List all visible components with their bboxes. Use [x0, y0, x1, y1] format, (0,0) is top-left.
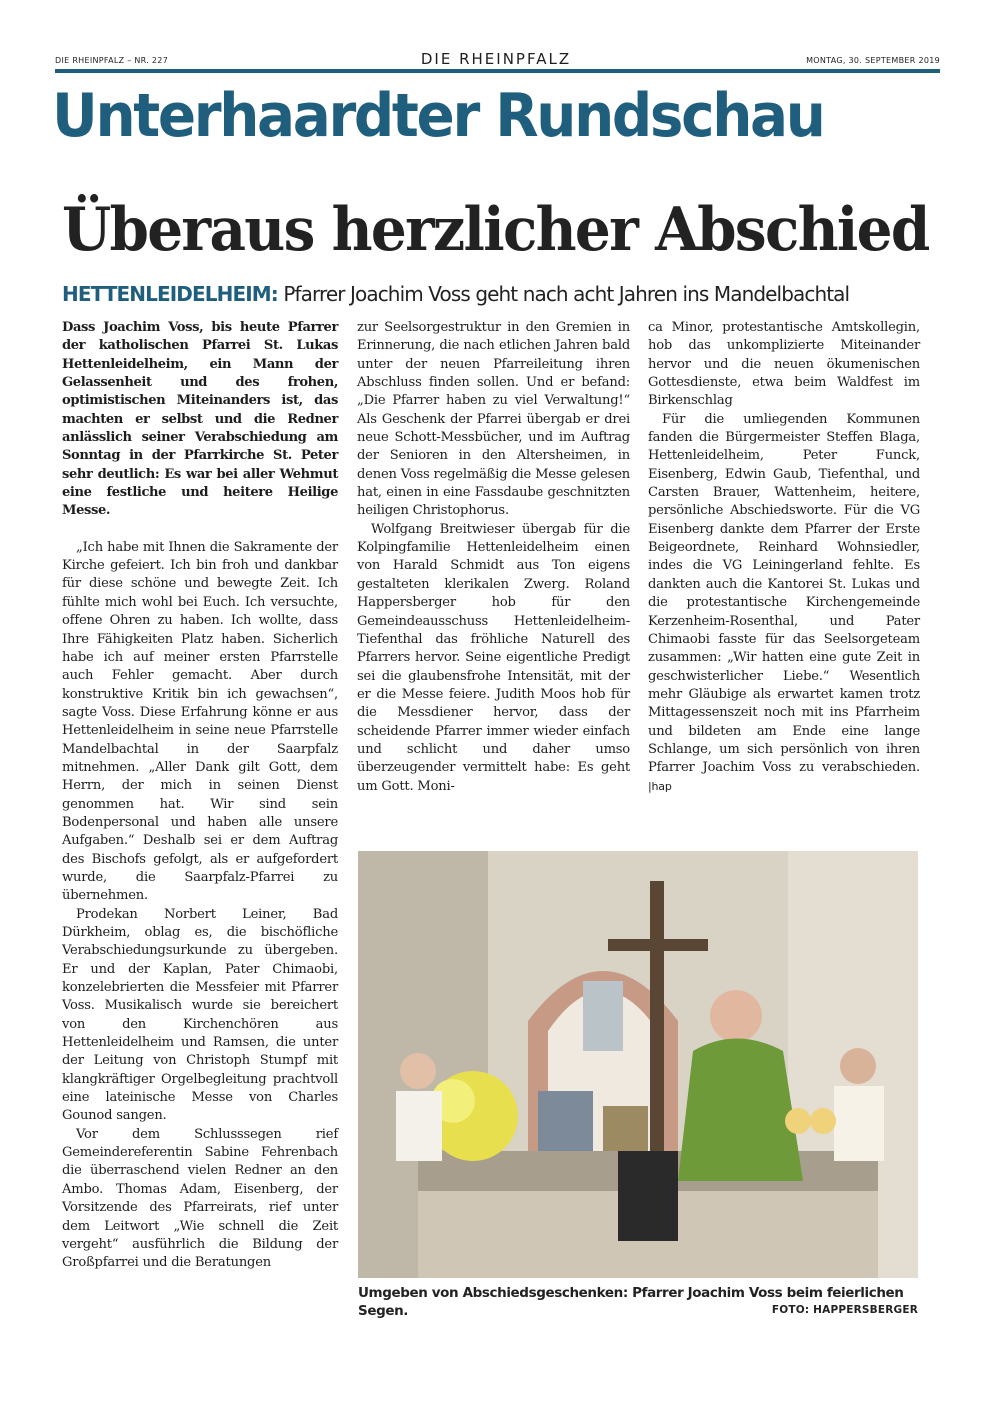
priest-vestment [678, 1039, 803, 1182]
article-kicker: HETTENLEIDELHEIM: [62, 282, 278, 306]
section-title: Unterhaardter Rundschau [52, 81, 824, 151]
article-column-2 [357, 319, 630, 796]
article-paragraph-text: Für die umliegenden Kommunen fanden die Bürgermeister Steffen Blaga, Hettenleidelheim, Peter Funck, Eisenberg, Edwin Gaub, Tiefenthal, und Carsten Brauer, Wattenheim, heitere, persönliche Abschiedsworte. Für die VG Eisenberg dankte dem Pfarrer der Erste Beigeordnete, Reinhard Wohnsiedler, indes die VG Leiningerland fehlte. Es dankten auch die Kantorei St. Lukas und die protestantische Kirchengemeinde Kerzenheim-Rosenthal, und Pater Chimaobi fasste für das Seelsorgeteam zusammen: „Wir hatten eine gute Zeit in geschwisterlicher Liebe.“ Wesentlich mehr Gläubige als erwartet kamen trotz Mittagessenszeit noch mit ins Pfarrheim und bildeten am Ende eine lange Schlange, um sich persönlich von ihren Pfarrer Joachim Voss zu verabschieden. [648, 411, 920, 776]
article-paragraph: Vor dem Schlusssegen rief Gemeindereferentin Sabine Fehrenbach die überraschend vielen Redner an den Ambo. Thomas Adam, Eisenberg, der Vorsitzende des Pfarreirats, rief unter dem Leitwort „Wie schnell die Zeit vergeht“ ausführlich die Bildung der Großpfarrei und die Beratungen [62, 1126, 338, 1271]
article-lead: Dass Joachim Voss, bis heute Pfarrer der katholischen Pfarrei St. Lukas Hettenleidelheim, ein Mann der Gelassenheit und des frohen, optimistischen Miteinanders ist, das machten er selbst und die Redner anlässlich seiner Verabschiedung am Sonntag in der Pfarrkirche St. Peter sehr deutlich: Es war bei aller Wehmut eine festliche und heitere Heilige Messe. [62, 320, 338, 519]
article-photo [358, 851, 918, 1278]
masthead-rule [55, 69, 940, 73]
article-paragraph: zur Seelsorgestruktur in den Gremien in Erinnerung, die nach etlichen Jahren bald unter der neuen Pfarreileitung ihren Abschluss finden sollen. Und er befand: „Die Pfarrer haben zu viel Verwaltung!“ Als Geschenk der Pfarrei übergab er drei neue Schott-Messbücher, und im Auftrag der Senioren in den Altersheimen, in denen Voss regelmäßig die Messe gelesen hat, einen in eine Fassdaube geschnitzten heiligen Christophorus. [357, 320, 630, 519]
server-robe-right [834, 1086, 884, 1161]
author-tag: |hap [648, 779, 672, 793]
article-deck: Pfarrer Joachim Voss geht nach acht Jahren ins Mandelbachtal [283, 282, 850, 306]
article-paragraph [648, 411, 920, 796]
photo-caption: Umgeben von Abschiedsgeschenken: Pfarrer Joachim Voss beim feierlichen Segen. [358, 1285, 904, 1319]
photo-candle-left [785, 1108, 811, 1134]
article-paragraph: „Ich habe mit Ihnen die Sakramente der Kirche gefeiert. Ich bin froh und dankbar für diese schöne und bewegte Zeit. Ich fühlte mich wohl bei Euch. Ich versuchte, offene Ohren zu haben. Ich wollte, dass Ihre Fähigkeiten Platz haben. Sicherlich habe ich auf meiner ersten Pfarrstelle auch Fehler gemacht. Aber durch konstruktive Kritik bin ich gewachsen“, sagte Voss. Diese Erfahrung könne er aus Hettenleidelheim in seine neue Pfarrstelle Mandelbachtal in der Saarpfalz mitnehmen. „Aller Dank gilt Gott, dem Herrn, der mich in seinen Dienst genommen hat. Wir sind sein Bodenpersonal und haben alle unsere Aufgaben.“ Deshalb sei er dem Auftrag des Bischofs gefolgt, als er aufgefordert wurde, die Saarpfalz-Pfarrei zu übernehmen. [62, 539, 338, 904]
article-column-3 [648, 319, 920, 796]
masthead-issue: DIE RHEINPFALZ – NR. 227 [55, 56, 169, 65]
masthead-title: DIE RHEINPFALZ [420, 50, 572, 68]
photo-candle-right [810, 1108, 836, 1134]
article-headline: Überaus herzlicher Abschied [62, 195, 929, 265]
photo-gift [538, 1091, 593, 1151]
cross-horizontal [608, 939, 708, 951]
article-paragraph: ca Minor, protestantische Amtskollegin, hob das unkomplizierte Miteinander hervor und die neuen ökumenischen Gottesdienste, etwa beim Waldfest im Birkenschlag [648, 320, 920, 409]
article-paragraph: Prodekan Norbert Leiner, Bad Dürkheim, oblag es, die bischöfliche Verabschiedungsurkunde zu übergeben. Er und der Kaplan, Pater Chimaobi, konzelebrierten die Messfeier mit Pfarrer Voss. Musikalisch wurde sie bereichert von den Kirchenchören aus Hettenleidelheim und Ramsen, die unter der Leitung von Christoph Stumpf mit klangkräftiger Orgelbegleitung prachtvoll eine lateinische Messe von Charles Gounod sangen. [62, 906, 338, 1124]
article-subline [62, 282, 849, 306]
photo-carving [618, 1151, 678, 1241]
photo-gift-basket [603, 1106, 648, 1151]
church-altar-illustration [358, 851, 918, 1278]
server-robe-left [396, 1091, 442, 1161]
masthead-date: MONTAG, 30. SEPTEMBER 2019 [806, 56, 940, 65]
article-column-1 [62, 319, 338, 1273]
server-head-left [400, 1053, 436, 1089]
server-head-right [840, 1048, 876, 1084]
priest-head [710, 990, 762, 1042]
photo-credit: FOTO: HAPPERSBERGER [771, 1304, 918, 1316]
article-paragraph: Wolfgang Breitwieser übergab für die Kolpingfamilie Hettenleidelheim einen von Harald Schmidt aus Ton eigens gestalteten klerikalen Zwerg. Roland Happersberger hob für den Gemeindeausschuss Hettenleidelheim-Tiefenthal das fröhliche Naturell des Pfarrers hervor. Seine eigentliche Predigt sei die glaubensfrohe Intensität, mit der er die Messe feiere. Judith Moos hob für die Messdiener hervor, dass der scheidende Pfarrer immer wieder einfach und schlicht und daher umso überzeugender vermittelt habe: Es geht um Gott. Moni- [357, 521, 630, 794]
photo-window [583, 981, 623, 1051]
